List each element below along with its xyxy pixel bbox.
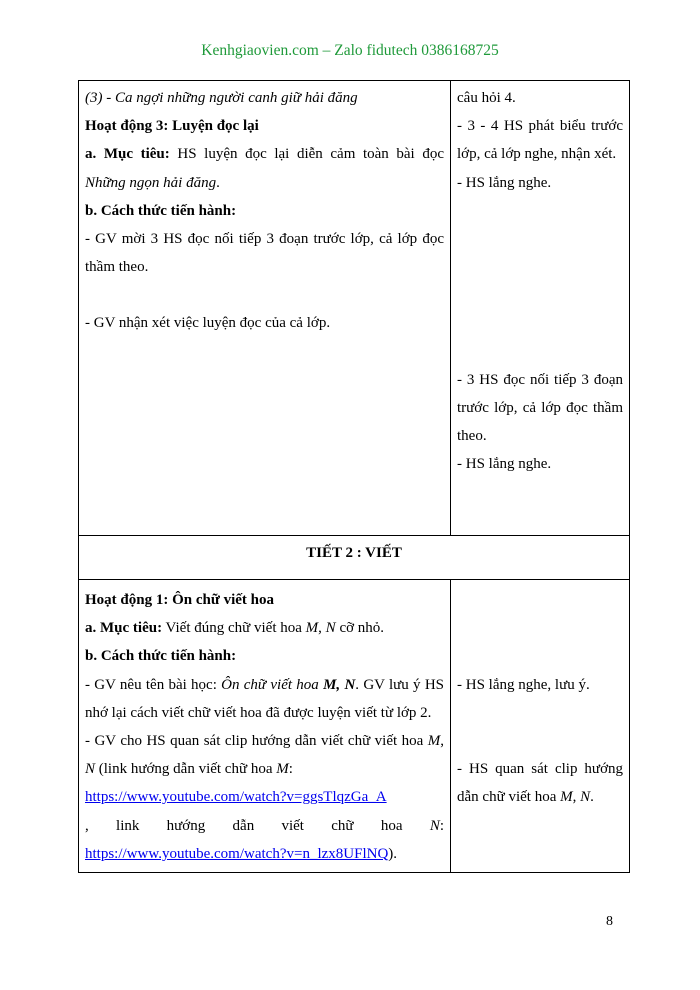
lesson-table <box>78 80 630 873</box>
letter-n: N <box>85 761 96 778</box>
student-text: - HS lắng nghe. <box>457 456 552 473</box>
step-text: - GV mời 3 HS đọc nối tiếp 3 đoạn trước lớp, cả lớp đọc thầm theo. <box>85 231 444 276</box>
student-end: . <box>590 789 594 806</box>
step-text <box>85 671 444 727</box>
student-activity-cell <box>451 580 630 873</box>
goal-label: a. Mục tiêu: <box>85 146 170 163</box>
section-title: TIẾT 2 : VIẾT <box>79 536 630 580</box>
letter-m: M <box>276 761 289 778</box>
method-label: b. Cách thức tiến hành: <box>85 648 237 665</box>
teacher-activity-cell <box>79 81 451 536</box>
goal-text: HS luyện đọc lại diễn cảm toàn bài đọc <box>169 146 444 163</box>
youtube-link-n[interactable]: https://www.youtube.com/watch?v=n_lzx8UFlNQ <box>85 845 389 862</box>
praise-line: (3) - Ca ngợi những người canh giữ hải đăng <box>85 90 358 106</box>
goal-label: a. Mục tiêu: <box>85 620 163 637</box>
page-header: Kenhgiaovien.com – Zalo fidutech 0386168725 <box>201 42 499 59</box>
student-text: - HS lắng nghe, lưu ý. <box>457 676 590 693</box>
end-text: ). <box>388 845 398 862</box>
student-text <box>457 755 623 811</box>
goal-sep: , <box>318 620 326 637</box>
student-text: - 3 - 4 HS phát biểu trước lớp, cả lớp nghe, nhận xét. <box>457 118 623 163</box>
letter-n: N <box>580 789 591 806</box>
letter-n: N <box>429 817 440 834</box>
step-text: - GV nhận xét việc luyện đọc của cả lớp. <box>85 315 331 332</box>
step-rest: . GV lưu ý HS nhớ lại cách viết chữ viết hoa đã được luyện viết từ lớp 2. <box>85 676 445 721</box>
student-text: câu hỏi 4. <box>457 90 516 106</box>
table-row <box>79 81 630 536</box>
colon: : <box>288 761 293 778</box>
student-text-main: - HS quan sát clip hướng dẫn chữ viết hoa <box>457 761 623 806</box>
letter-m: M <box>560 789 573 806</box>
teacher-activity-cell <box>79 580 451 873</box>
link-line <box>85 783 444 811</box>
goal-end: cỡ nhỏ. <box>335 620 385 637</box>
student-activity-cell <box>451 81 630 536</box>
goal-text: Viết đúng chữ viết hoa <box>162 620 306 637</box>
table-row <box>79 580 630 873</box>
student-sep: , <box>572 789 581 806</box>
step-intro: - GV nêu tên bài học: <box>85 676 222 693</box>
step-rest: (link hướng dẫn viết chữ hoa <box>95 761 277 778</box>
lesson-name: Ôn chữ viết hoa <box>221 676 324 693</box>
goal-end: . <box>216 174 220 191</box>
student-text: - 3 HS đọc nối tiếp 3 đoạn trước lớp, cả lớp đọc thầm theo. <box>457 371 623 445</box>
goal-paragraph <box>85 614 444 642</box>
activity-title: Hoạt động 3: Luyện đọc lại <box>85 118 259 135</box>
link-caption <box>85 812 444 840</box>
link-caption-text: , link hướng dẫn viết chữ hoa <box>85 817 430 834</box>
page-number: 8 <box>606 914 613 929</box>
table-row <box>79 536 630 580</box>
lesson-letters: M, N <box>323 676 356 693</box>
goal-paragraph <box>85 140 444 196</box>
step-intro: - GV cho HS quan sát clip hướng dẫn viết chữ viết hoa <box>85 733 428 750</box>
student-text: - HS lắng nghe. <box>457 174 552 191</box>
activity-title: Hoạt động 1: Ôn chữ viết hoa <box>85 592 275 608</box>
letter-m: M <box>427 733 441 750</box>
method-label: b. Cách thức tiến hành: <box>85 202 237 219</box>
youtube-link-m[interactable]: https://www.youtube.com/watch?v=ggsTlqzGa_A <box>85 789 387 806</box>
colon: : <box>439 817 444 834</box>
letter-n: N <box>325 620 336 637</box>
step-text <box>85 727 444 783</box>
letter-m: M <box>305 620 319 637</box>
step-sep: , <box>440 733 444 750</box>
lesson-name: Những ngọn hải đăng <box>85 174 217 191</box>
link-line <box>85 840 444 868</box>
